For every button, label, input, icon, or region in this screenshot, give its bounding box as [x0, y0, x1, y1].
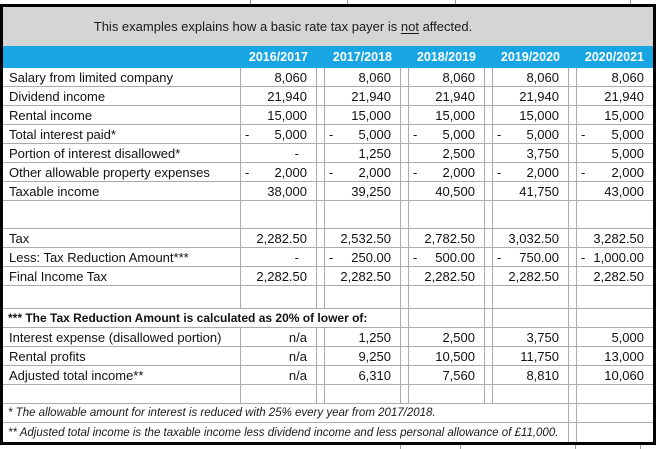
cell-value: 8,060: [611, 69, 644, 85]
cell-value: 15,000: [267, 107, 307, 123]
cell-value: 3,750: [526, 145, 559, 161]
cell-value: -: [294, 249, 299, 265]
value-cell[interactable]: [325, 366, 401, 385]
value-cell[interactable]: [577, 347, 653, 366]
row-label-cell[interactable]: Tax: [3, 229, 241, 248]
spacer-cell: [569, 163, 577, 182]
value-cell[interactable]: [409, 248, 485, 267]
cell-value: 1,250: [358, 329, 391, 345]
cell-value: 250.00: [351, 249, 391, 265]
cell-value: 2,500: [442, 145, 475, 161]
year-column-header[interactable]: 2019/2020: [500, 50, 560, 64]
empty-value-cell: [409, 286, 485, 309]
spacer-cell: [401, 267, 409, 286]
spacer-cell: [317, 106, 325, 125]
spacer-cell: [569, 423, 577, 442]
empty-value-cell: [241, 201, 317, 229]
empty-value-cell: [577, 404, 653, 423]
cell-value: 2,000: [274, 164, 307, 180]
spacer-cell: [569, 87, 577, 106]
row-label-cell[interactable]: Salary from limited company: [3, 68, 241, 87]
value-cell[interactable]: [241, 87, 317, 106]
spacer-cell: [569, 366, 577, 385]
spacer-cell: [485, 267, 493, 286]
value-cell[interactable]: [577, 144, 653, 163]
year-header-row: [3, 46, 653, 68]
value-cell[interactable]: [409, 125, 485, 144]
spacer-cell: [569, 309, 577, 328]
spacer-cell: [485, 144, 493, 163]
value-cell[interactable]: [325, 182, 401, 201]
cell-value: 2,000: [611, 164, 644, 180]
value-cell[interactable]: [577, 125, 653, 144]
value-cell[interactable]: [325, 144, 401, 163]
spacer-cell: [485, 125, 493, 144]
cell-value: n/a: [288, 348, 307, 364]
value-cell[interactable]: [241, 163, 317, 182]
section-heading-cell[interactable]: *** The Tax Reduction Amount is calculated as 20% of lower of:: [3, 309, 401, 328]
spacer-cell: [401, 229, 409, 248]
spacer-cell: [401, 182, 409, 201]
value-cell[interactable]: [577, 163, 653, 182]
cell-value: 21,940: [604, 88, 644, 104]
spacer-cell: [401, 309, 409, 328]
cell-value: 5,000: [611, 329, 644, 345]
spacer-cell: [317, 248, 325, 267]
table-body: [3, 68, 653, 442]
table-row: [3, 366, 653, 385]
cell-value: 2,282.50: [256, 268, 307, 284]
empty-label-cell: [3, 286, 241, 309]
cell-value: 8,060: [526, 69, 559, 85]
row-label-cell[interactable]: Taxable income: [3, 182, 241, 201]
cell-value: 38,000: [267, 183, 307, 199]
table-row: [3, 267, 653, 286]
minus-sign: -: [581, 249, 586, 265]
value-cell[interactable]: [409, 163, 485, 182]
title-text-before: This examples explains how a basic rate tax payer is: [93, 19, 398, 34]
minus-sign: -: [329, 164, 334, 180]
row-label-cell[interactable]: Less: Tax Reduction Amount***: [3, 248, 241, 267]
value-cell[interactable]: [241, 248, 317, 267]
cell-value: 3,032.50: [508, 230, 559, 246]
spacer-cell: [569, 385, 577, 404]
value-cell[interactable]: [241, 182, 317, 201]
cell-value: 21,940: [267, 88, 307, 104]
cell-value: 43,000: [604, 183, 644, 199]
minus-sign: -: [413, 126, 418, 142]
spacer-cell: [569, 144, 577, 163]
cell-value: 15,000: [604, 107, 644, 123]
minus-sign: -: [497, 164, 502, 180]
spacer-cell: [317, 229, 325, 248]
value-cell[interactable]: [493, 163, 569, 182]
value-cell[interactable]: [493, 68, 569, 87]
blank-row: [3, 201, 653, 229]
spacer-cell: [569, 106, 577, 125]
cell-value: n/a: [288, 329, 307, 345]
spacer-cell: [317, 182, 325, 201]
minus-sign: -: [329, 249, 334, 265]
table-row: [3, 182, 653, 201]
minus-sign: -: [497, 126, 502, 142]
value-cell[interactable]: [325, 229, 401, 248]
spacer-cell: [485, 328, 493, 347]
value-cell[interactable]: [241, 366, 317, 385]
row-label-cell[interactable]: Rental profits: [3, 347, 241, 366]
value-cell[interactable]: [409, 68, 485, 87]
value-cell[interactable]: [409, 106, 485, 125]
value-cell[interactable]: [241, 68, 317, 87]
spacer-cell: [485, 68, 493, 87]
table-row: [3, 229, 653, 248]
cell-value: 39,250: [351, 183, 391, 199]
spacer-cell: [401, 366, 409, 385]
gridline-tick: [640, 445, 641, 449]
spacer-cell: [485, 309, 493, 328]
value-cell[interactable]: [325, 106, 401, 125]
cell-value: 5,000: [442, 126, 475, 142]
value-cell[interactable]: [325, 87, 401, 106]
cell-value: 1,000.00: [593, 249, 644, 265]
table-frame: [0, 4, 656, 445]
spacer-cell: [569, 328, 577, 347]
row-label-cell[interactable]: Portion of interest disallowed*: [3, 144, 241, 163]
spacer-cell: [485, 229, 493, 248]
spacer-cell: [485, 201, 493, 229]
empty-value-cell: [493, 385, 569, 404]
row-label-cell[interactable]: Total interest paid*: [3, 125, 241, 144]
value-cell[interactable]: [325, 68, 401, 87]
spacer-cell: [401, 125, 409, 144]
value-cell[interactable]: [493, 328, 569, 347]
cell-value: 10,060: [604, 367, 644, 383]
table-row: [3, 248, 653, 267]
spacer-cell: [485, 366, 493, 385]
cell-value: 2,500: [442, 329, 475, 345]
row-label-cell[interactable]: Adjusted total income**: [3, 366, 241, 385]
value-cell[interactable]: [493, 144, 569, 163]
cell-value: 13,000: [604, 348, 644, 364]
spacer-cell: [317, 347, 325, 366]
year-column-header[interactable]: 2017/2018: [332, 50, 392, 64]
table-row: [3, 87, 653, 106]
value-cell[interactable]: [241, 106, 317, 125]
cell-value: 5,000: [274, 126, 307, 142]
value-cell[interactable]: [325, 125, 401, 144]
value-cell[interactable]: [325, 267, 401, 286]
value-cell[interactable]: [409, 366, 485, 385]
empty-value-cell: [577, 423, 653, 442]
spacer-cell: [317, 385, 325, 404]
spacer-cell: [317, 163, 325, 182]
cell-value: -: [294, 145, 299, 161]
spacer-cell: [569, 125, 577, 144]
spacer-cell: [401, 201, 409, 229]
spacer-cell: [317, 68, 325, 87]
year-column-header[interactable]: 2018/2019: [416, 50, 476, 64]
value-cell[interactable]: [325, 328, 401, 347]
value-cell[interactable]: [409, 328, 485, 347]
cell-value: 2,000: [358, 164, 391, 180]
cell-value: 750.00: [519, 249, 559, 265]
value-cell[interactable]: [493, 106, 569, 125]
blank-row: [3, 286, 653, 309]
table-row: [3, 404, 653, 423]
year-column-header[interactable]: 2020/2021: [584, 50, 644, 64]
spacer-cell: [569, 201, 577, 229]
spacer-cell: [485, 182, 493, 201]
table-row: [3, 144, 653, 163]
value-cell[interactable]: [493, 229, 569, 248]
title-text-after: affected.: [422, 19, 473, 34]
empty-value-cell: [493, 286, 569, 309]
table-row: [3, 347, 653, 366]
value-cell[interactable]: [577, 248, 653, 267]
cell-value: 3,282.50: [593, 230, 644, 246]
cell-value: 5,000: [611, 145, 644, 161]
spacer-cell: [401, 328, 409, 347]
value-cell[interactable]: [577, 229, 653, 248]
empty-label-cell: [3, 385, 241, 404]
spacer-cell: [569, 267, 577, 286]
cell-value: 2,000: [526, 164, 559, 180]
minus-sign: -: [497, 249, 502, 265]
cell-value: 21,940: [351, 88, 391, 104]
spacer-cell: [569, 68, 577, 87]
spacer-cell: [401, 347, 409, 366]
minus-sign: -: [329, 126, 334, 142]
spacer-cell: [317, 125, 325, 144]
spacer-cell: [317, 366, 325, 385]
row-label-cell[interactable]: Rental income: [3, 106, 241, 125]
spacer-cell: [317, 267, 325, 286]
spacer-cell: [401, 163, 409, 182]
gridline-tick: [460, 445, 461, 449]
table-title-cell[interactable]: [3, 19, 563, 34]
value-cell[interactable]: [241, 229, 317, 248]
minus-sign: -: [245, 164, 250, 180]
value-cell[interactable]: [241, 347, 317, 366]
row-label-cell[interactable]: Interest expense (disallowed portion): [3, 328, 241, 347]
minus-sign: -: [581, 164, 586, 180]
cell-value: 1,250: [358, 145, 391, 161]
spacer-cell: [317, 144, 325, 163]
spacer-cell: [569, 347, 577, 366]
cell-value: 40,500: [435, 183, 475, 199]
empty-value-cell: [577, 309, 653, 328]
table-row: [3, 125, 653, 144]
cell-value: 2,000: [442, 164, 475, 180]
spacer-cell: [401, 286, 409, 309]
value-cell[interactable]: [325, 248, 401, 267]
spacer-cell: [485, 87, 493, 106]
footnote-cell[interactable]: * The allowable amount for interest is reduced with 25% every year from 2017/2018.: [3, 404, 569, 423]
value-cell[interactable]: [325, 163, 401, 182]
spacer-cell: [569, 229, 577, 248]
value-cell[interactable]: [577, 106, 653, 125]
empty-value-cell: [241, 286, 317, 309]
spacer-cell: [485, 248, 493, 267]
cell-value: 21,940: [435, 88, 475, 104]
spacer-cell: [317, 87, 325, 106]
value-cell[interactable]: [493, 87, 569, 106]
row-label-cell[interactable]: Other allowable property expenses: [3, 163, 241, 182]
cell-value: 3,750: [526, 329, 559, 345]
table-row: [3, 423, 653, 442]
cell-value: 2,282.50: [256, 230, 307, 246]
table-row: [3, 68, 653, 87]
value-cell[interactable]: [409, 144, 485, 163]
spacer-cell: [317, 328, 325, 347]
spacer-cell: [401, 68, 409, 87]
value-cell[interactable]: [325, 347, 401, 366]
cell-value: 8,060: [274, 69, 307, 85]
value-cell[interactable]: [409, 347, 485, 366]
value-cell[interactable]: [493, 248, 569, 267]
spacer-cell: [485, 106, 493, 125]
spacer-cell: [485, 286, 493, 309]
spacer-cell: [485, 385, 493, 404]
value-cell[interactable]: [409, 229, 485, 248]
gridline-tick: [575, 445, 576, 449]
cell-value: 2,782.50: [424, 230, 475, 246]
cell-value: 15,000: [351, 107, 391, 123]
value-cell[interactable]: [493, 125, 569, 144]
cell-value: 7,560: [442, 367, 475, 383]
empty-value-cell: [577, 201, 653, 229]
value-cell[interactable]: [493, 267, 569, 286]
value-cell[interactable]: [241, 144, 317, 163]
minus-sign: -: [413, 249, 418, 265]
table-row: [3, 309, 653, 328]
value-cell[interactable]: [409, 87, 485, 106]
value-cell[interactable]: [577, 68, 653, 87]
cell-value: 15,000: [435, 107, 475, 123]
spacer-cell: [569, 248, 577, 267]
cell-value: 2,282.50: [424, 268, 475, 284]
minus-sign: -: [413, 164, 418, 180]
cell-value: 9,250: [358, 348, 391, 364]
year-column-header[interactable]: 2016/2017: [248, 50, 308, 64]
value-cell[interactable]: [577, 182, 653, 201]
spacer-cell: [317, 286, 325, 309]
spacer-cell: [401, 144, 409, 163]
empty-value-cell: [493, 309, 569, 328]
value-cell[interactable]: [577, 87, 653, 106]
value-cell[interactable]: [493, 182, 569, 201]
cell-value: 500.00: [435, 249, 475, 265]
cell-value: 8,060: [442, 69, 475, 85]
row-label-cell[interactable]: Dividend income: [3, 87, 241, 106]
gridline-tick: [400, 445, 401, 449]
cell-value: 2,282.50: [340, 268, 391, 284]
empty-label-cell: [3, 201, 241, 229]
spacer-cell: [569, 182, 577, 201]
value-cell[interactable]: [241, 267, 317, 286]
title-band: [3, 7, 653, 46]
empty-value-cell: [577, 385, 653, 404]
spacer-cell: [485, 347, 493, 366]
cell-value: 11,750: [520, 348, 559, 364]
empty-value-cell: [409, 201, 485, 229]
minus-sign: -: [245, 126, 250, 142]
value-cell[interactable]: [241, 328, 317, 347]
value-cell[interactable]: [577, 366, 653, 385]
table-row: [3, 328, 653, 347]
cell-value: 5,000: [358, 126, 391, 142]
spacer-cell: [401, 87, 409, 106]
blank-row: [3, 385, 653, 404]
minus-sign: -: [581, 126, 586, 142]
cell-value: 15,000: [519, 107, 559, 123]
empty-value-cell: [409, 309, 485, 328]
footnote-cell[interactable]: ** Adjusted total income is the taxable income less dividend income and less personal allowance of £11,000.: [3, 423, 569, 442]
header-empty-cell: [3, 46, 241, 68]
cell-value: 6,310: [358, 367, 391, 383]
cell-value: 21,940: [519, 88, 559, 104]
cell-value: 8,810: [526, 367, 559, 383]
cell-value: 10,500: [435, 348, 475, 364]
table-row: [3, 106, 653, 125]
value-cell[interactable]: [409, 267, 485, 286]
value-cell[interactable]: [409, 182, 485, 201]
cell-value: 8,060: [358, 69, 391, 85]
cell-value: 2,282.50: [593, 268, 644, 284]
spacer-cell: [485, 163, 493, 182]
spacer-cell: [317, 201, 325, 229]
empty-value-cell: [325, 286, 401, 309]
cell-value: 2,282.50: [508, 268, 559, 284]
value-cell[interactable]: [577, 267, 653, 286]
empty-value-cell: [325, 201, 401, 229]
cell-value: 5,000: [526, 126, 559, 142]
empty-value-cell: [577, 286, 653, 309]
title-underlined-word: not: [400, 19, 419, 34]
cell-value: n/a: [288, 367, 307, 383]
cell-value: 41,750: [519, 183, 559, 199]
spacer-cell: [401, 106, 409, 125]
table-row: [3, 163, 653, 182]
row-label-cell[interactable]: Final Income Tax: [3, 267, 241, 286]
cell-value: 2,532.50: [340, 230, 391, 246]
empty-value-cell: [493, 201, 569, 229]
value-cell[interactable]: [241, 125, 317, 144]
value-cell[interactable]: [493, 347, 569, 366]
spacer-cell: [401, 385, 409, 404]
cell-value: 5,000: [611, 126, 644, 142]
empty-value-cell: [409, 385, 485, 404]
spacer-cell: [569, 286, 577, 309]
value-cell[interactable]: [493, 366, 569, 385]
spacer-cell: [401, 248, 409, 267]
empty-value-cell: [325, 385, 401, 404]
empty-value-cell: [241, 385, 317, 404]
spacer-cell: [569, 404, 577, 423]
value-cell[interactable]: [577, 328, 653, 347]
